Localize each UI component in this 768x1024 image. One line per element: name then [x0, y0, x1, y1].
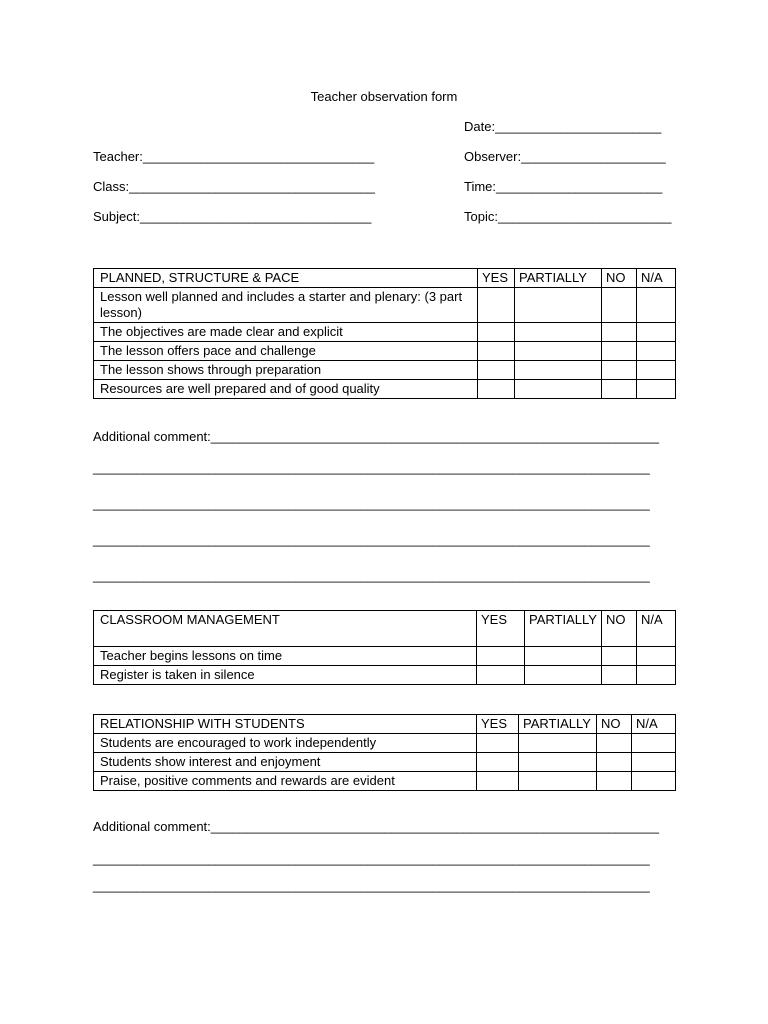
- relationship-with-students-table: [93, 714, 676, 791]
- date-field[interactable]: Date:_______________________: [464, 119, 662, 134]
- additional-comment-field[interactable]: Additional comment:______________________________________________________________: [93, 819, 660, 834]
- yes-cell[interactable]: [477, 753, 519, 772]
- yes-header: YES: [477, 715, 519, 734]
- criterion-label: Lesson well planned and includes a starter and plenary: (3 part lesson): [94, 288, 478, 323]
- na-cell[interactable]: [632, 772, 676, 791]
- teacher-field[interactable]: Teacher:________________________________: [93, 149, 375, 164]
- criterion-label: Register is taken in silence: [94, 666, 477, 685]
- criterion-label: Teacher begins lessons on time: [94, 647, 477, 666]
- additional-comment-field[interactable]: Additional comment:______________________________________________________________: [93, 429, 660, 444]
- yes-cell[interactable]: [477, 647, 525, 666]
- yes-cell[interactable]: [478, 342, 515, 361]
- observer-field[interactable]: Observer:____________________: [464, 149, 666, 164]
- yes-cell[interactable]: [478, 323, 515, 342]
- partially-cell[interactable]: [519, 753, 597, 772]
- comment-line[interactable]: _____________________________________________________________________________: [93, 568, 650, 583]
- criterion-label: Resources are well prepared and of good quality: [94, 380, 478, 399]
- class-field[interactable]: Class:__________________________________: [93, 179, 375, 194]
- criterion-label: Praise, positive comments and rewards are evident: [94, 772, 477, 791]
- partially-cell[interactable]: [525, 647, 602, 666]
- yes-cell[interactable]: [477, 666, 525, 685]
- table-row: [94, 666, 676, 685]
- table-row: [94, 772, 676, 791]
- table-row: [94, 288, 676, 323]
- no-cell[interactable]: [597, 734, 632, 753]
- comment-line[interactable]: _____________________________________________________________________________: [93, 878, 650, 893]
- na-cell[interactable]: [637, 647, 676, 666]
- form-title: Teacher observation form: [310, 89, 458, 104]
- na-header: N/A: [637, 611, 676, 647]
- yes-cell[interactable]: [477, 734, 519, 753]
- criterion-label: Students show interest and enjoyment: [94, 753, 477, 772]
- no-header: NO: [597, 715, 632, 734]
- no-cell[interactable]: [602, 342, 637, 361]
- section-heading: CLASSROOM MANAGEMENT: [94, 611, 477, 647]
- na-cell[interactable]: [637, 380, 676, 399]
- na-cell[interactable]: [637, 361, 676, 380]
- table-row: [94, 323, 676, 342]
- criterion-label: Students are encouraged to work independently: [94, 734, 477, 753]
- na-cell[interactable]: [632, 734, 676, 753]
- na-cell[interactable]: [637, 323, 676, 342]
- time-field[interactable]: Time:_______________________: [464, 179, 663, 194]
- partially-cell[interactable]: [525, 666, 602, 685]
- na-cell[interactable]: [637, 288, 676, 323]
- comment-line[interactable]: _____________________________________________________________________________: [93, 532, 650, 547]
- table-row: [94, 734, 676, 753]
- no-cell[interactable]: [602, 323, 637, 342]
- no-cell[interactable]: [602, 647, 637, 666]
- partially-header: PARTIALLY: [515, 269, 602, 288]
- na-cell[interactable]: [632, 753, 676, 772]
- section-heading: RELATIONSHIP WITH STUDENTS: [94, 715, 477, 734]
- partially-cell[interactable]: [519, 772, 597, 791]
- yes-cell[interactable]: [478, 380, 515, 399]
- table-header-row: [94, 269, 676, 288]
- table-header-row: [94, 715, 676, 734]
- table-header-row: [94, 611, 676, 647]
- na-cell[interactable]: [637, 342, 676, 361]
- no-cell[interactable]: [602, 288, 637, 323]
- table-row: [94, 380, 676, 399]
- na-header: N/A: [632, 715, 676, 734]
- subject-field[interactable]: Subject:________________________________: [93, 209, 372, 224]
- yes-cell[interactable]: [477, 772, 519, 791]
- table-row: [94, 342, 676, 361]
- partially-header: PARTIALLY: [525, 611, 602, 647]
- partially-cell[interactable]: [515, 342, 602, 361]
- na-header: N/A: [637, 269, 676, 288]
- na-cell[interactable]: [637, 666, 676, 685]
- no-cell[interactable]: [597, 753, 632, 772]
- comment-line[interactable]: _____________________________________________________________________________: [93, 460, 650, 475]
- partially-cell[interactable]: [515, 361, 602, 380]
- partially-cell[interactable]: [519, 734, 597, 753]
- no-header: NO: [602, 611, 637, 647]
- table-row: [94, 361, 676, 380]
- section-heading: PLANNED, STRUCTURE & PACE: [94, 269, 478, 288]
- yes-cell[interactable]: [478, 288, 515, 323]
- planned-structure-pace-table: [93, 268, 676, 399]
- criterion-label: The objectives are made clear and explicit: [94, 323, 478, 342]
- partially-header: PARTIALLY: [519, 715, 597, 734]
- no-cell[interactable]: [602, 666, 637, 685]
- no-cell[interactable]: [602, 361, 637, 380]
- no-header: NO: [602, 269, 637, 288]
- partially-cell[interactable]: [515, 380, 602, 399]
- table-row: [94, 753, 676, 772]
- criterion-label: The lesson offers pace and challenge: [94, 342, 478, 361]
- no-cell[interactable]: [597, 772, 632, 791]
- yes-header: YES: [477, 611, 525, 647]
- partially-cell[interactable]: [515, 323, 602, 342]
- yes-cell[interactable]: [478, 361, 515, 380]
- criterion-label: The lesson shows through preparation: [94, 361, 478, 380]
- topic-field[interactable]: Topic:________________________: [464, 209, 672, 224]
- yes-header: YES: [478, 269, 515, 288]
- classroom-management-table: [93, 610, 676, 685]
- partially-cell[interactable]: [515, 288, 602, 323]
- no-cell[interactable]: [602, 380, 637, 399]
- table-row: [94, 647, 676, 666]
- comment-line[interactable]: _____________________________________________________________________________: [93, 851, 650, 866]
- comment-line[interactable]: _____________________________________________________________________________: [93, 496, 650, 511]
